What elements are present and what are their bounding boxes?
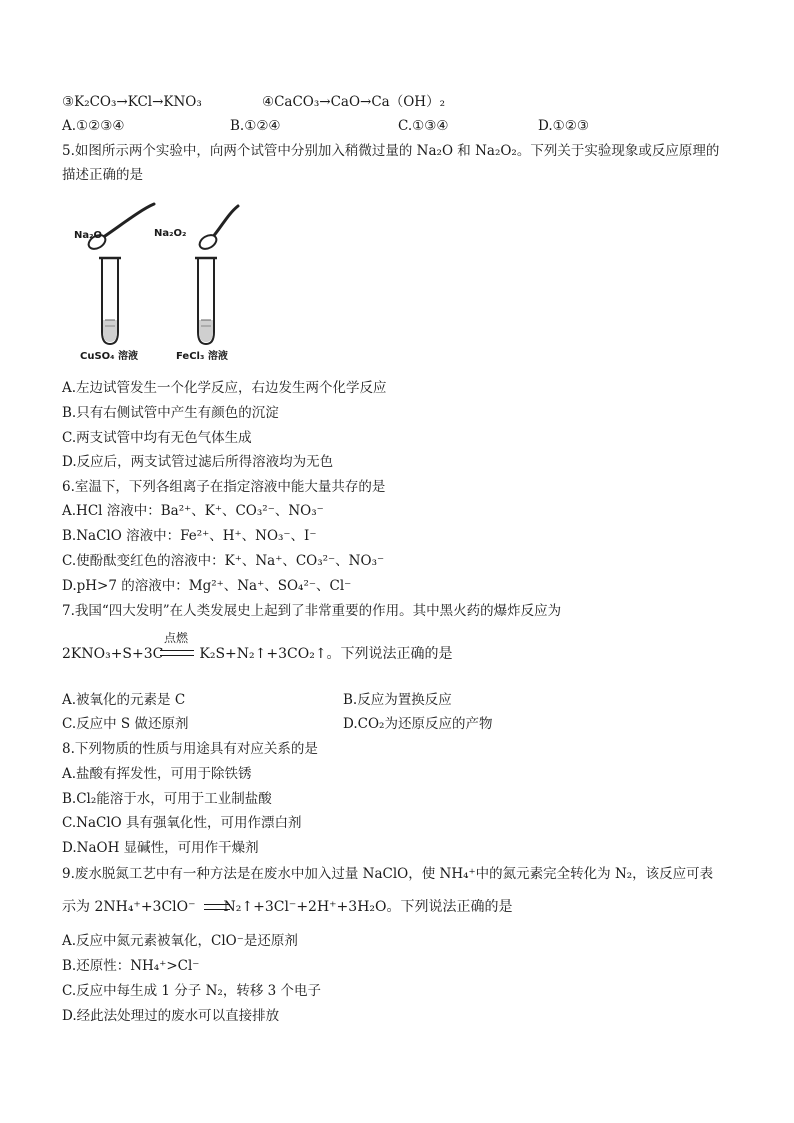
q9-option-c: C.反应中每生成 1 分子 N₂，转移 3 个电子 [62, 983, 321, 999]
q4-item-3: ③K₂CO₃→KCl→KNO₃ [62, 94, 202, 110]
q5-stem-line-1: 5.如图所示两个实验中，向两个试管中分别加入稍微过量的 Na₂O 和 Na₂O₂。下列关于实验现象或反应原理的 [62, 143, 720, 159]
left-solution [103, 320, 117, 342]
q7-option-d: D.CO₂为还原反应的产物 [343, 716, 493, 732]
q4-option-d: D.①②③ [538, 118, 589, 134]
q7-equation-right: K₂S+N₂↑+3CO₂↑。下列说法正确的是 [199, 646, 453, 662]
q9-equals-line-bottom [204, 909, 230, 910]
q7-equation [62, 644, 453, 664]
q8-stem: 8.下列物质的性质与用途具有对应关系的是 [62, 741, 318, 757]
q4-item-4: ④CaCO₃→CaO→Ca（OH）₂ [262, 94, 445, 110]
q8-option-c: C.NaClO 具有强氧化性，可用作漂白剂 [62, 815, 302, 831]
q9-equation-left: 示为 2NH₄⁺+3ClO⁻ [62, 899, 196, 915]
q6-option-a: A.HCl 溶液中：Ba²⁺、K⁺、CO₃²⁻、NO₃⁻ [62, 503, 324, 519]
q9-equation [62, 897, 513, 917]
q6-stem: 6.室温下，下列各组离子在指定溶液中能大量共存的是 [62, 479, 386, 495]
q4-option-a: A.①②③④ [62, 118, 125, 134]
q7-stem-line-1: 7.我国“四大发明”在人类发展史上起到了非常重要的作用。其中黑火药的爆炸反应为 [62, 603, 562, 619]
q7-equation-left: 2KNO₃+S+3C [62, 646, 164, 662]
right-solution [199, 320, 213, 342]
q9-option-b: B.还原性：NH₄⁺>Cl⁻ [62, 958, 200, 974]
label-na2o: Na₂O [74, 230, 102, 241]
label-fecl3-solution: FeCl₃ 溶液 [176, 351, 228, 362]
q9-equals-line-top [204, 904, 230, 905]
q9-option-a: A.反应中氮元素被氧化，ClO⁻是还原剂 [62, 933, 298, 949]
q7-option-b: B.反应为置换反应 [343, 692, 452, 708]
q5-option-b: B.只有右侧试管中产生有颜色的沉淀 [62, 405, 279, 421]
q7-option-a: A.被氧化的元素是 C [62, 692, 186, 708]
label-cuso4-solution: CuSO₄ 溶液 [80, 351, 139, 362]
q4-option-b: B.①②④ [230, 118, 281, 134]
q5-stem-line-2: 描述正确的是 [62, 167, 143, 183]
q8-option-b: B.Cl₂能溶于水，可用于工业制盐酸 [62, 791, 272, 807]
q7-equals-line-top [160, 650, 194, 651]
q7-equals-line-bottom [160, 655, 194, 656]
q8-option-d: D.NaOH 显碱性，可用作干燥剂 [62, 840, 259, 856]
q9-equation-right: N₂↑+3Cl⁻+2H⁺+3H₂O。下列说法正确的是 [223, 899, 513, 915]
q9-option-d: D.经此法处理过的废水可以直接排放 [62, 1008, 280, 1024]
q5-figure [62, 196, 252, 362]
q6-option-c: C.使酚酞变红色的溶液中：K⁺、Na⁺、CO₃²⁻、NO₃⁻ [62, 553, 385, 569]
q6-option-d: D.pH>7 的溶液中：Mg²⁺、Na⁺、SO₄²⁻、Cl⁻ [62, 578, 352, 594]
right-spoon-handle [212, 206, 238, 238]
q7-option-c: C.反应中 S 做还原剂 [62, 716, 189, 732]
q8-option-a: A.盐酸有挥发性，可用于除铁锈 [62, 766, 252, 782]
q7-reaction-condition: 点燃 [164, 631, 189, 645]
q9-stem-line-1: 9.废水脱氮工艺中有一种方法是在废水中加入过量 NaClO，使 NH₄⁺中的氮元素完全转化为 N₂，该反应可表 [62, 866, 714, 882]
left-spoon-handle [102, 204, 154, 238]
q5-option-a: A.左边试管发生一个化学反应，右边发生两个化学反应 [62, 380, 387, 396]
test-tube-illustration [62, 196, 252, 362]
q6-option-b: B.NaClO 溶液中：Fe²⁺、H⁺、NO₃⁻、I⁻ [62, 528, 317, 544]
label-na2o2: Na₂O₂ [154, 228, 187, 239]
q5-option-c: C.两支试管中均有无色气体生成 [62, 430, 252, 446]
q5-option-d: D.反应后，两支试管过滤后所得溶液均为无色 [62, 454, 334, 470]
q4-option-c: C.①③④ [398, 118, 449, 134]
